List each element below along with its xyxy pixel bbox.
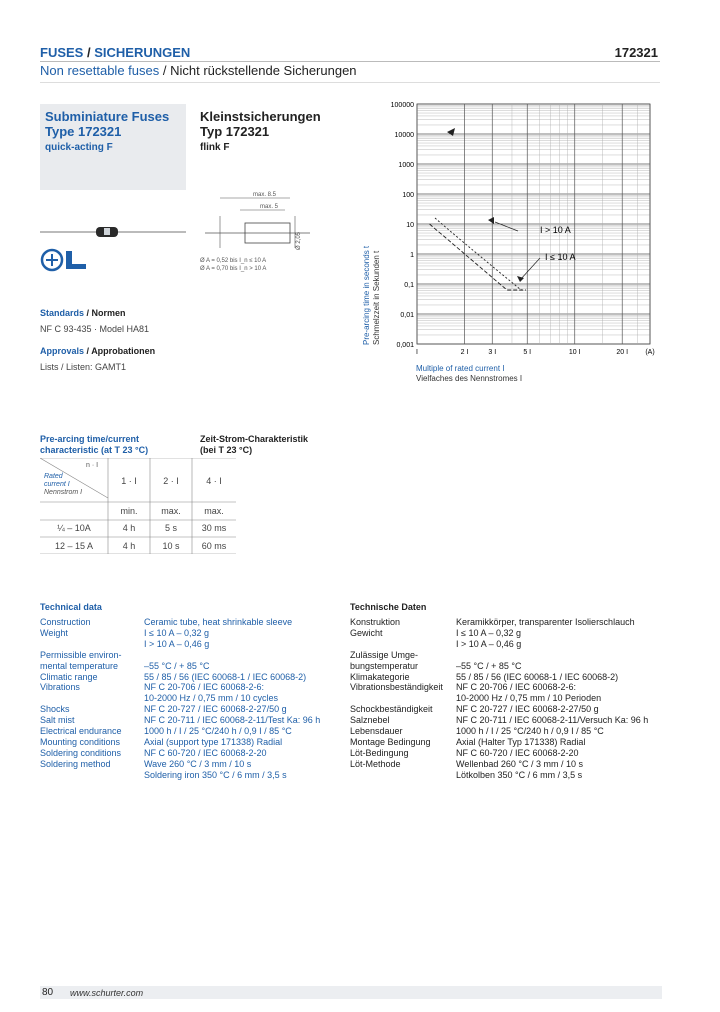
approvals-value: Lists / Listen: GAMT1 [40, 362, 127, 372]
x-tick-label: (A) [645, 349, 655, 356]
pre-arcing-title-de [200, 434, 308, 456]
y-tick-label: 1 [410, 252, 414, 259]
tech-de-label-5: Klimakategorie [350, 671, 410, 682]
approvals-label: Approvals / Approbationen [40, 346, 156, 356]
y-tick-label: 100000 [390, 102, 414, 109]
tech-de-label-0: Konstruktion [350, 617, 401, 627]
y-tick-label: 0,1 [404, 282, 414, 289]
y-tick-labels [391, 102, 414, 349]
y-tick-label: 100 [402, 192, 414, 199]
tech-de-value-2: I > 10 A – 0,46 g [456, 638, 522, 649]
annotation-2: I ≤ 10 A [545, 252, 576, 262]
header-title [40, 45, 190, 60]
fuse-glass [104, 228, 110, 235]
x-tick-label: 5 I [523, 349, 532, 356]
approvals-label-en: Approvals [40, 346, 85, 356]
tech-en-values [144, 617, 344, 781]
fuse-photo [40, 222, 186, 242]
drawing-note-1: Ø A = 0,52 bis I_n ≤ 10 A [200, 258, 267, 264]
tech-en-value-12: NF C 60-720 / IEC 60068-2-20 [144, 747, 267, 758]
tech-de-value-14: Lötkolben 350 °C / 6 mm / 3,5 s [456, 769, 583, 780]
product-title-en-line1: Subminiature Fuses [45, 109, 170, 124]
product-sub-en: quick-acting F [45, 142, 113, 153]
tech-en-value-1: I ≤ 10 A – 0,32 g [144, 627, 209, 638]
header-divider [40, 61, 660, 62]
y-tick-label: 10000 [394, 132, 414, 139]
tech-de-label-2 [350, 639, 456, 650]
page-number: 80 [42, 987, 54, 998]
standards-label: Standards / Normen [40, 308, 126, 318]
tech-de-value-8: NF C 20-727 / IEC 60068-2-27/50 g [456, 704, 599, 715]
tech-de-value-13: Wellenbad 260 °C / 3 mm / 10 s [456, 758, 583, 769]
dim-inner-label: max. 5 [260, 204, 279, 210]
sub-header-1: min. [120, 506, 138, 516]
tech-de-label-12: Löt-Bedingung [350, 747, 409, 758]
pre-arcing-title-en [40, 434, 148, 456]
product-title-en-line2: Type 172321 [45, 124, 122, 139]
tech-en-label-14 [40, 770, 142, 781]
part-number: 172321 [614, 45, 658, 60]
tech-de-value-11: Axial (Halter Typ 171338) Radial [456, 736, 586, 747]
standards-value: NF C 93-435 · Model HA81 [40, 324, 150, 334]
tech-title-de: Technische Daten [350, 602, 427, 612]
row1-c2: 5 s [164, 523, 177, 533]
col-header-3: 4 · I [206, 476, 222, 486]
subtitle-de: Nicht rückstellende Sicherungen [170, 63, 357, 78]
tech-en-value-7: 10-2000 Hz / 0,75 mm / 10 cycles [144, 693, 279, 704]
x-tick-label: 3 I [488, 349, 497, 356]
chart-y-label-en: Pre-arcing time in seconds t [362, 245, 371, 345]
title-separator: / [86, 45, 91, 60]
tech-en-labels [40, 617, 142, 781]
tech-en-label-0: Construction [40, 617, 91, 627]
tech-de-label-6: Vibrationsbeständigkeit [350, 682, 443, 693]
tech-de-label-3: Zulässige Umge- [350, 649, 419, 660]
tech-en-label-7 [40, 693, 142, 704]
standards-label-en: Standards [40, 308, 85, 318]
y-tick-label: 0,001 [396, 342, 414, 349]
y-tick-label: 0,01 [400, 312, 414, 319]
sub-header-3: max. [204, 506, 224, 516]
tech-de-label-11: Montage Bedingung [350, 736, 431, 747]
tech-de-value-10: 1000 h / I / 25 °C/240 h / 0,9 I / 85 °C [456, 726, 604, 737]
subtitle-en: Non resettable fuses [40, 63, 160, 78]
tech-en-label-5: Climatic range [40, 671, 98, 682]
chart-y-label-de: Schmelzzeit in Sekunden t [372, 250, 381, 345]
tech-de-value-5: 55 / 85 / 56 (IEC 60068-1 / IEC 60068-2) [456, 671, 619, 682]
tech-de-value-3 [456, 650, 662, 661]
tech-en-value-9: NF C 20-711 / IEC 60068-2-11/Test Ka: 96 h [144, 715, 321, 726]
x-tick-label: 10 I [568, 349, 581, 356]
y-tick-label: 10 [406, 222, 414, 229]
certification-logo [40, 246, 92, 274]
x-tick-label: 20 I [616, 349, 629, 356]
row2-c3: 60 ms [201, 541, 227, 551]
tech-de-values [456, 617, 662, 781]
tech-en-value-13: Wave 260 °C / 3 mm / 10 s [144, 758, 252, 769]
tech-de-value-9: NF C 20-711 / IEC 60068-2-11/Versuch Ka: 96 h [456, 715, 649, 726]
pre-arcing-title-de-2: (bei T 23 °C) [200, 445, 253, 455]
row1-c3: 30 ms [201, 523, 227, 533]
tech-en-label-12: Soldering conditions [40, 747, 122, 758]
product-title-de-line2: Typ 172321 [200, 124, 270, 139]
title-de: SICHERUNGEN [94, 45, 191, 60]
product-sub-de: flink F [200, 142, 230, 153]
x-tick-labels [416, 349, 655, 356]
row1-c1: 4 h [122, 523, 136, 533]
annotation-1: I > 10 A [540, 225, 571, 235]
pre-arcing-chart [360, 100, 660, 390]
corner-label-4: Nennstrom I [44, 489, 83, 496]
tech-en-value-8: NF C 20-727 / IEC 60068-2-27/50 g [144, 704, 287, 715]
tech-de-value-4: –55 °C / + 85 °C [456, 660, 522, 671]
tech-de-label-9: Salznebel [350, 715, 390, 726]
footer-url[interactable]: www.schurter.com [70, 988, 144, 998]
tech-en-label-3: Permissible environ- [40, 649, 122, 660]
chart-x-label-de: Vielfaches des Nennstromes I [416, 374, 523, 383]
tech-en-value-10: 1000 h / I / 25 °C/240 h / 0,9 I / 85 °C [144, 726, 292, 737]
dim-top-label: max. 8.5 [253, 192, 277, 198]
tech-en-label-11: Mounting conditions [40, 736, 121, 747]
row1-range: ¼ – 10A [57, 523, 91, 533]
tech-en-label-8: Shocks [40, 704, 70, 715]
tech-de-labels [350, 617, 456, 781]
tech-en-value-5: 55 / 85 / 56 (IEC 60068-1 / IEC 60068-2) [144, 671, 307, 682]
tech-en-label-9: Salt mist [40, 715, 75, 726]
header-divider-2 [40, 82, 660, 83]
row2-range: 12 – 15 A [54, 541, 94, 551]
tech-de-label-7 [350, 693, 456, 704]
tech-en-label-4: mental temperature [40, 660, 119, 671]
sub-header-2: max. [161, 506, 181, 516]
corner-label-2: Rated [44, 473, 63, 480]
tech-en-value-6: NF C 20-706 / IEC 60068-2-6: [144, 682, 265, 693]
tech-de-label-13: Löt-Methode [350, 758, 401, 769]
tech-de-label-10: Lebensdauer [350, 726, 403, 737]
tech-de-value-12: NF C 60-720 / IEC 60068-2-20 [456, 747, 579, 758]
tech-en-label-2 [40, 639, 142, 650]
product-title-en [45, 109, 169, 139]
title-en: FUSES [40, 45, 84, 60]
tech-en-value-11: Axial (support type 171338) Radial [144, 736, 283, 747]
x-tick-label: I [416, 349, 418, 356]
tech-de-label-14 [350, 770, 456, 781]
pre-arcing-title-en-1: Pre-arcing time/current [40, 434, 140, 444]
dimension-drawing [200, 188, 325, 278]
tech-de-value-6: NF C 20-706 / IEC 60068-2-6: [456, 682, 577, 693]
tech-en-value-0: Ceramic tube, heat shrinkable sleeve [144, 617, 293, 627]
tech-en-label-13: Soldering method [40, 758, 111, 769]
product-title-de [200, 109, 321, 139]
x-tick-label: 2 I [460, 349, 469, 356]
corner-label-en [44, 473, 70, 489]
tech-en-value-4: –55 °C / + 85 °C [144, 660, 210, 671]
col-header-1: 1 · I [121, 476, 137, 486]
approvals-label-de: Approbationen [91, 346, 156, 356]
tech-de-value-7: 10-2000 Hz / 0,75 mm / 10 Perioden [456, 693, 602, 704]
tech-de-label-8: Schockbeständigkeit [350, 704, 433, 715]
tech-de-label-1: Gewicht [350, 627, 383, 638]
col-header-2: 2 · I [163, 476, 179, 486]
tech-de-value-1: I ≤ 10 A – 0,32 g [456, 627, 521, 638]
tech-en-label-6: Vibrations [40, 682, 80, 693]
tech-de-label-4: bungstemperatur [350, 660, 419, 671]
tech-title-en: Technical data [40, 602, 102, 612]
tech-en-value-14: Soldering iron 350 °C / 6 mm / 3,5 s [144, 769, 287, 780]
tech-de-value-0: Keramikkörper, transparenter Isolierschlauch [456, 617, 635, 627]
y-tick-label: 1000 [398, 162, 414, 169]
standards-label-de: Normen [91, 308, 126, 318]
product-title-de-line1: Kleinstsicherungen [200, 109, 321, 124]
tech-en-label-10: Electrical endurance [40, 726, 122, 737]
pre-arcing-title-en-2: characteristic (at T 23 °C) [40, 445, 149, 455]
chart-x-label-en: Multiple of rated current I [416, 364, 505, 373]
tech-en-value-3 [144, 650, 344, 661]
tech-en-label-1: Weight [40, 627, 68, 638]
row2-c2: 10 s [162, 541, 180, 551]
row2-c1: 4 h [122, 541, 136, 551]
pre-arcing-title-de-1: Zeit-Strom-Charakteristik [200, 434, 309, 444]
corner-label-1: n · I [86, 462, 99, 469]
tech-en-value-2: I > 10 A – 0,46 g [144, 638, 210, 649]
drawing-side-label: Ø 2,05 [296, 231, 302, 250]
corner-label-3: current I [44, 481, 70, 488]
drawing-note-2: Ø A = 0,70 bis I_n > 10 A [200, 266, 267, 272]
header-subtitle: Non resettable fuses / Nicht rückstellende Sicherungen [40, 63, 357, 78]
